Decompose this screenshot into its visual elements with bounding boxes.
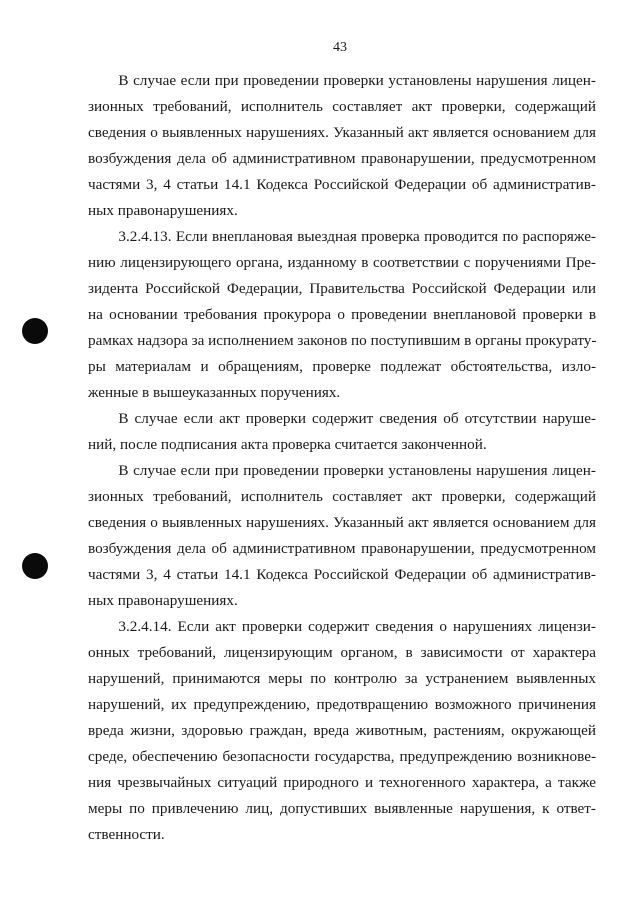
text-line: среде, обеспечению безопасности государства, предупреждению возникнове- [88,748,596,765]
text-line: нарушений, принимаются меры по контролю за устранением выявленных [88,670,596,687]
text-line: нию лицензирующего органа, изданному в соответствии с поручениями Пре- [88,254,596,271]
text-line: зионных требований, исполнитель составляет акт проверки, содержащий [88,98,596,115]
text-line: возбуждения дела об административном правонарушении, предусмотренном [88,540,596,557]
punch-hole-mark [22,553,48,579]
text-line: нарушений, их предупреждению, предотвращению возможного причинения [88,696,596,713]
text-line: 3.2.4.13. Если внеплановая выездная проверка проводится по распоряже- [88,228,596,245]
text-line: В случае если при проведении проверки установлены нарушения лицен- [88,462,596,479]
paragraph [88,224,596,406]
text-line: возбуждения дела об административном правонарушении, предусмотренном [88,150,596,167]
text-line: ний, после подписания акта проверка считается законченной. [88,436,487,453]
text-line: онных требований, лицензирующим органом, в зависимости от характера [88,644,596,661]
document-body [88,68,596,848]
text-line: частями 3, 4 статьи 14.1 Кодекса Российской Федерации об административ- [88,176,596,193]
text-line: на основании требования прокурора о проведении внеплановой проверки в [88,306,596,323]
text-line: В случае если при проведении проверки установлены нарушения лицен- [88,72,596,89]
text-line: частями 3, 4 статьи 14.1 Кодекса Российской Федерации об административ- [88,566,596,583]
text-line: сведения о выявленных нарушениях. Указанный акт является основанием для [88,124,596,141]
text-line: вреда жизни, здоровью граждан, вреда животным, растениям, окружающей [88,722,596,739]
text-line: ры материалам и обращениям, проверке подлежат обстоятельства, изло- [88,358,596,375]
text-line: зионных требований, исполнитель составляет акт проверки, содержащий [88,488,596,505]
text-line: меры по привлечению лиц, допустивших выявленные нарушения, к ответ- [88,800,596,817]
text-line: зидента Российской Федерации, Правительства Российской Федерации или [88,280,596,297]
text-line: ных правонарушениях. [88,202,238,219]
paragraph [88,68,596,224]
text-line: женные в вышеуказанных поручениях. [88,384,341,401]
text-line: ных правонарушениях. [88,592,238,609]
text-line: 3.2.4.14. Если акт проверки содержит сведения о нарушениях лицензи- [88,618,596,635]
punch-hole-mark [22,318,48,344]
text-line: ния чрезвычайных ситуаций природного и техногенного характера, а также [88,774,596,791]
paragraph [88,614,596,848]
paragraph [88,458,596,614]
text-line: ственности. [88,826,165,843]
text-line: рамках надзора за исполнением законов по поступившим в органы прокурату- [88,332,597,349]
paragraph [88,406,596,458]
page-number: 43 [333,40,347,55]
text-line: В случае если акт проверки содержит сведения об отсутствии наруше- [88,410,596,427]
text-line: сведения о выявленных нарушениях. Указанный акт является основанием для [88,514,596,531]
